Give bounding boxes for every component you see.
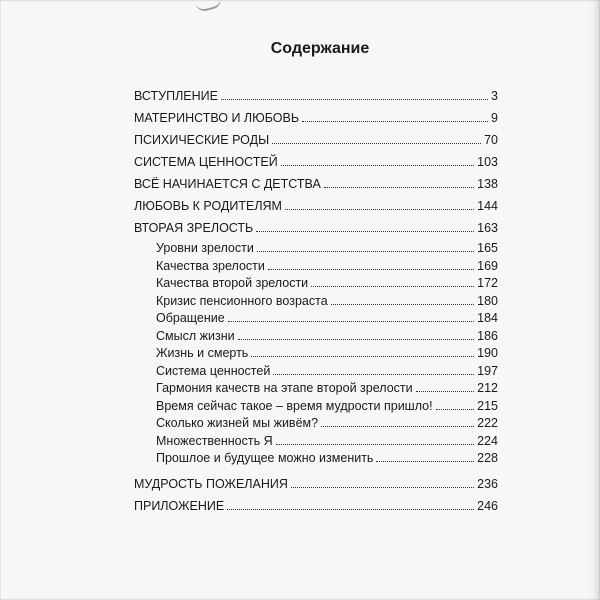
toc-subentry-label: Система ценностей [156,363,271,378]
toc-subentry-page: 190 [477,346,498,360]
dot-leader [324,187,474,188]
toc-subentry-page: 184 [477,311,498,325]
toc-subentry-page: 228 [477,451,498,465]
toc-subentry[interactable] [134,450,498,468]
toc-subentry[interactable] [134,380,498,398]
toc-subentry-label: Прошлое и будущее можно изменить [156,451,374,465]
toc-entry[interactable] [134,132,498,148]
dot-leader [221,99,488,100]
toc-entry-label: ПСИХИЧЕСКИЕ РОДЫ [134,133,270,147]
toc-subentry-label: Сколько жизней мы живём? [156,416,319,430]
dot-leader [228,321,474,322]
toc-subentry-page: 186 [477,328,498,343]
dot-leader [268,269,474,270]
dot-leader [272,143,481,144]
dot-leader [238,339,475,340]
toc-entry[interactable] [134,220,498,236]
toc-entry-page: 246 [477,498,498,513]
toc-entry-page: 103 [477,155,498,169]
dot-leader [251,356,474,357]
dot-leader [276,444,475,445]
toc-subsection-list [134,240,498,468]
toc-entry-page: 3 [491,89,498,103]
table-of-contents [134,88,498,520]
toc-subentry-label: Множественность Я [156,433,273,448]
dot-leader [376,461,474,462]
toc-subentry[interactable] [134,398,498,416]
toc-entry[interactable] [134,154,498,170]
toc-entry-page: 163 [477,221,498,235]
dot-leader [285,209,474,210]
toc-subentry-page: 212 [477,381,498,395]
toc-entry[interactable] [134,476,498,492]
toc-subentry[interactable] [134,433,498,451]
toc-entry-label: ВСТУПЛЕНИЕ [134,89,218,103]
toc-subentry[interactable] [134,328,498,346]
toc-entry-label: МУДРОСТЬ ПОЖЕЛАНИЯ [134,476,288,491]
dot-leader [291,487,474,488]
dot-leader [257,251,474,252]
toc-entry-page: 236 [477,476,498,491]
toc-subentry[interactable] [134,240,498,258]
toc-entry-page: 70 [484,133,498,147]
dot-leader [331,304,474,305]
toc-subentry-label: Гармония качеств на этапе второй зрелости [156,381,413,395]
toc-subentry-page: 165 [477,241,498,255]
toc-subentry[interactable] [134,363,498,381]
toc-subentry[interactable] [134,345,498,363]
toc-subentry-page: 215 [477,398,498,413]
toc-subentry-label: Качества второй зрелости [156,276,309,290]
toc-entry[interactable] [134,198,498,214]
toc-subentry-page: 172 [477,276,498,290]
toc-subentry-page: 197 [477,363,498,378]
toc-entry-label: ЛЮБОВЬ К РОДИТЕЛЯМ [134,199,282,213]
toc-subentry-label: Уровни зрелости [156,241,254,255]
toc-entry-label: ПРИЛОЖЕНИЕ [134,498,225,513]
toc-subentry-label: Качества зрелости [156,258,265,273]
toc-subentry-label: Обращение [156,311,225,325]
toc-entry[interactable] [134,88,498,104]
toc-entry-label: СИСТЕМА ЦЕННОСТЕЙ [134,155,278,169]
toc-subentry-page: 180 [477,293,498,308]
pencil-mark [195,0,223,13]
toc-entry-page: 138 [477,177,498,191]
toc-subentry[interactable] [134,293,498,311]
page-title: Содержание [270,40,370,57]
dot-leader [321,426,474,427]
toc-subentry-label: Время сейчас такое – время мудрости пришло! [156,398,433,413]
toc-subentry-label: Кризис пенсионного возраста [156,293,328,308]
toc-entry[interactable] [134,176,498,192]
toc-entry[interactable] [134,498,498,514]
toc-subentry[interactable] [134,415,498,433]
dot-leader [281,165,474,166]
toc-entry-page: 144 [477,199,498,213]
dot-leader [436,409,475,410]
toc-subentry-label: Жизнь и смерть [156,346,249,360]
toc-entry[interactable] [134,110,498,126]
dot-leader [256,231,474,232]
dot-leader [311,286,474,287]
toc-subentry-page: 224 [477,433,498,448]
toc-entry-label: ВСЁ НАЧИНАЕТСЯ С ДЕТСТВА [134,177,321,191]
toc-entry-label: ВТОРАЯ ЗРЕЛОСТЬ [134,221,254,235]
toc-subentry-page: 222 [477,416,498,430]
toc-subentry[interactable] [134,275,498,293]
toc-subentry[interactable] [134,310,498,328]
dot-leader [302,121,488,122]
dot-leader [416,391,475,392]
toc-entry-page: 9 [491,111,498,125]
dot-leader [227,509,474,510]
toc-subentry-label: Смысл жизни [156,328,235,343]
toc-entry-label: МАТЕРИНСТВО И ЛЮБОВЬ [134,111,300,125]
toc-subentry-page: 169 [477,258,498,273]
dot-leader [273,374,474,375]
toc-subentry[interactable] [134,258,498,276]
